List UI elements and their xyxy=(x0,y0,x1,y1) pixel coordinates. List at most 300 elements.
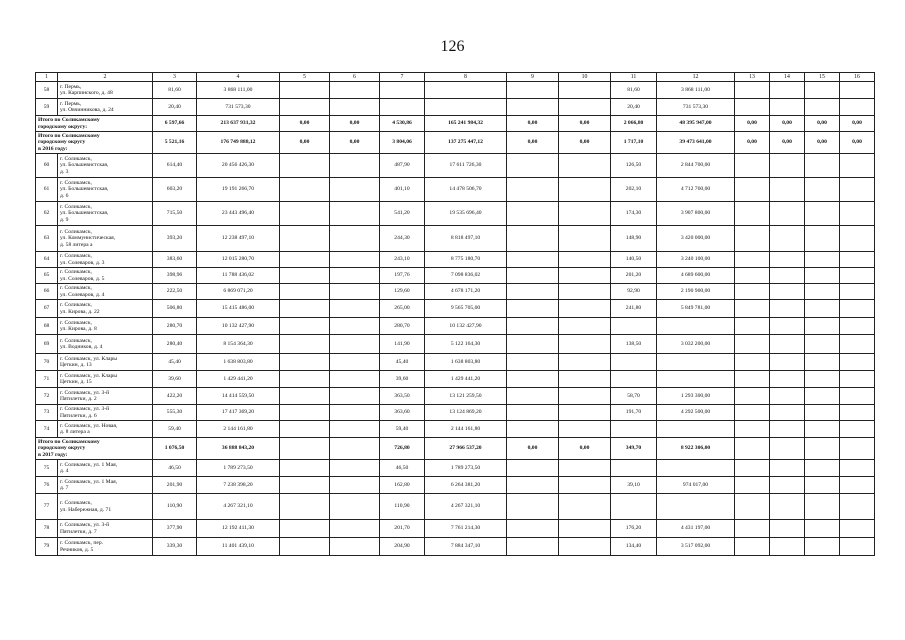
value-cell: 137 275 447,12 xyxy=(425,132,507,154)
value-cell xyxy=(735,354,770,371)
value-cell xyxy=(611,354,657,371)
value-cell: 715,50 xyxy=(153,202,197,226)
value-cell xyxy=(805,284,840,300)
row-number-cell: 78 xyxy=(36,520,58,538)
value-cell xyxy=(805,371,840,388)
value-cell: 162,80 xyxy=(380,477,425,494)
value-cell xyxy=(840,405,875,421)
data-table xyxy=(35,72,875,556)
value-cell: 1 638 803,80 xyxy=(425,354,507,371)
value-cell xyxy=(330,178,380,202)
value-cell: 974 017,00 xyxy=(657,477,735,494)
value-cell xyxy=(770,99,805,116)
table-row xyxy=(36,202,875,226)
value-cell xyxy=(805,421,840,438)
address-cell: г. Соликамск, ул. Солеваров, д. 4 xyxy=(58,284,153,300)
value-cell: 349,70 xyxy=(611,438,657,460)
value-cell xyxy=(330,335,380,354)
table-row xyxy=(36,300,875,318)
value-cell xyxy=(280,477,330,494)
value-cell xyxy=(770,226,805,252)
address-cell: г. Соликамск, ул. 3-й Пятилетки, д. 2 xyxy=(58,388,153,405)
value-cell xyxy=(559,202,611,226)
value-cell xyxy=(330,477,380,494)
value-cell xyxy=(770,405,805,421)
value-cell xyxy=(657,494,735,520)
column-number: 16 xyxy=(840,73,875,82)
value-cell xyxy=(559,354,611,371)
column-number: 3 xyxy=(153,73,197,82)
value-cell xyxy=(805,178,840,202)
table-row xyxy=(36,494,875,520)
value-cell: 45,40 xyxy=(153,354,197,371)
value-cell xyxy=(330,494,380,520)
value-cell: 8 775 180,70 xyxy=(425,252,507,268)
value-cell xyxy=(559,477,611,494)
value-cell: 339,30 xyxy=(153,538,197,556)
value-cell: 0,00 xyxy=(840,116,875,132)
row-number-cell: 71 xyxy=(36,371,58,388)
address-cell: г. Соликамск, ул. Кирова, д. 22 xyxy=(58,300,153,318)
value-cell: 7 238 398,20 xyxy=(197,477,280,494)
value-cell: 4 292 500,00 xyxy=(657,405,735,421)
value-cell xyxy=(735,82,770,99)
value-cell xyxy=(507,405,559,421)
value-cell: 19 191 266,70 xyxy=(197,178,280,202)
value-cell: 129,60 xyxy=(380,284,425,300)
value-cell: 731 573,30 xyxy=(657,99,735,116)
value-cell: 4 530,86 xyxy=(380,116,425,132)
value-cell xyxy=(507,421,559,438)
value-cell xyxy=(805,477,840,494)
value-cell: 20,40 xyxy=(153,99,197,116)
value-cell xyxy=(559,318,611,335)
value-cell xyxy=(770,421,805,438)
value-cell: 280,70 xyxy=(380,318,425,335)
value-cell xyxy=(770,538,805,556)
value-cell xyxy=(559,460,611,477)
value-cell xyxy=(507,154,559,178)
column-number: 14 xyxy=(770,73,805,82)
value-cell xyxy=(559,538,611,556)
value-cell xyxy=(805,99,840,116)
value-cell: 140,50 xyxy=(611,252,657,268)
row-number-cell: 66 xyxy=(36,284,58,300)
row-number-cell: 72 xyxy=(36,388,58,405)
value-cell xyxy=(330,252,380,268)
address-cell: г. Соликамск, ул. Коммунистическая, д. 58 литера а xyxy=(58,226,153,252)
value-cell xyxy=(507,318,559,335)
value-cell xyxy=(330,268,380,284)
value-cell: 110,90 xyxy=(380,494,425,520)
value-cell: 0,00 xyxy=(559,132,611,154)
table-row xyxy=(36,460,875,477)
value-cell xyxy=(770,284,805,300)
row-number-cell: 58 xyxy=(36,82,58,99)
table-row xyxy=(36,335,875,354)
value-cell: 244,30 xyxy=(380,226,425,252)
column-number: 6 xyxy=(330,73,380,82)
value-cell: 3 517 092,00 xyxy=(657,538,735,556)
value-cell: 0,00 xyxy=(280,116,330,132)
value-cell xyxy=(840,252,875,268)
value-cell xyxy=(805,335,840,354)
value-cell xyxy=(840,178,875,202)
value-cell: 202,10 xyxy=(611,178,657,202)
value-cell xyxy=(840,284,875,300)
value-cell: 20 456 426,30 xyxy=(197,154,280,178)
address-cell: г. Соликамск, ул. Большевистская, д. 9 xyxy=(58,202,153,226)
value-cell xyxy=(559,388,611,405)
value-cell xyxy=(840,538,875,556)
column-number: 1 xyxy=(36,73,58,82)
address-cell: г. Соликамск, ул. Солеваров, д. 3 xyxy=(58,252,153,268)
value-cell xyxy=(507,354,559,371)
value-cell xyxy=(805,388,840,405)
address-cell: г. Соликамск, ул. Кирова, д. 8 xyxy=(58,318,153,335)
value-cell: 2 066,80 xyxy=(611,116,657,132)
value-cell: 201,90 xyxy=(153,477,197,494)
value-cell: 0,00 xyxy=(735,116,770,132)
value-cell xyxy=(507,300,559,318)
row-number-cell: 70 xyxy=(36,354,58,371)
value-cell xyxy=(330,520,380,538)
value-cell xyxy=(735,421,770,438)
value-cell: 59,40 xyxy=(380,421,425,438)
value-cell: 398,96 xyxy=(153,268,197,284)
value-cell: 46,50 xyxy=(153,460,197,477)
value-cell: 148,90 xyxy=(611,226,657,252)
value-cell: 17 611 726,30 xyxy=(425,154,507,178)
value-cell: 1 429 441,20 xyxy=(425,371,507,388)
value-cell: 0,00 xyxy=(805,132,840,154)
address-cell: г. Соликамск, ул. Клары Цеткин, д. 13 xyxy=(58,354,153,371)
table-row xyxy=(36,405,875,421)
value-cell xyxy=(735,371,770,388)
value-cell: 1 789 273,50 xyxy=(425,460,507,477)
value-cell xyxy=(840,354,875,371)
value-cell: 4 431 197,00 xyxy=(657,520,735,538)
value-cell: 422,20 xyxy=(153,388,197,405)
value-cell xyxy=(280,318,330,335)
value-cell: 363,60 xyxy=(380,405,425,421)
value-cell: 393,20 xyxy=(153,226,197,252)
value-cell xyxy=(611,318,657,335)
value-cell: 4 712 760,00 xyxy=(657,178,735,202)
value-cell xyxy=(770,460,805,477)
value-cell: 15 415 486,00 xyxy=(197,300,280,318)
value-cell xyxy=(280,284,330,300)
value-cell: 3 240 100,00 xyxy=(657,252,735,268)
value-cell xyxy=(840,154,875,178)
value-cell: 0,00 xyxy=(507,438,559,460)
value-cell: 39,60 xyxy=(380,371,425,388)
value-cell: 14 478 506,70 xyxy=(425,178,507,202)
value-cell: 222,50 xyxy=(153,284,197,300)
value-cell xyxy=(330,405,380,421)
value-cell xyxy=(280,438,330,460)
value-cell xyxy=(330,300,380,318)
value-cell xyxy=(735,154,770,178)
row-number-cell: 69 xyxy=(36,335,58,354)
value-cell xyxy=(805,82,840,99)
value-cell: 6 597,66 xyxy=(153,116,197,132)
row-number-cell: 76 xyxy=(36,477,58,494)
value-cell: 176,20 xyxy=(611,520,657,538)
value-cell xyxy=(770,354,805,371)
value-cell xyxy=(735,202,770,226)
address-cell: г. Соликамск, ул. 1 Мая, д. 4 xyxy=(58,460,153,477)
value-cell xyxy=(840,226,875,252)
value-cell xyxy=(280,388,330,405)
value-cell xyxy=(805,538,840,556)
row-number-cell: 79 xyxy=(36,538,58,556)
value-cell: 731 573,30 xyxy=(197,99,280,116)
value-cell xyxy=(559,494,611,520)
table-row xyxy=(36,388,875,405)
table-row xyxy=(36,268,875,284)
value-cell: 39,10 xyxy=(611,477,657,494)
value-cell: 27 966 537,20 xyxy=(425,438,507,460)
value-cell: 5 849 781,00 xyxy=(657,300,735,318)
total-row xyxy=(36,438,875,460)
total-row xyxy=(36,132,875,154)
value-cell xyxy=(840,318,875,335)
address-cell: г. Соликамск, ул. Новая, д. 8 литера а xyxy=(58,421,153,438)
value-cell xyxy=(840,202,875,226)
value-cell xyxy=(330,388,380,405)
value-cell: 13 121 259,50 xyxy=(425,388,507,405)
value-cell xyxy=(657,354,735,371)
value-cell xyxy=(507,99,559,116)
value-cell xyxy=(735,538,770,556)
value-cell xyxy=(805,405,840,421)
value-cell xyxy=(735,252,770,268)
value-cell xyxy=(840,371,875,388)
value-cell: 0,00 xyxy=(330,116,380,132)
value-cell xyxy=(611,460,657,477)
table-row xyxy=(36,226,875,252)
total-label-cell: Итого по Соликамскому городскому округу: xyxy=(36,116,153,132)
value-cell: 201,20 xyxy=(611,268,657,284)
value-cell xyxy=(559,405,611,421)
value-cell: 0,00 xyxy=(330,132,380,154)
row-number-cell: 67 xyxy=(36,300,58,318)
value-cell: 9 565 705,00 xyxy=(425,300,507,318)
table-row xyxy=(36,538,875,556)
value-cell: 39,60 xyxy=(153,371,197,388)
value-cell xyxy=(507,388,559,405)
row-number-cell: 64 xyxy=(36,252,58,268)
value-cell xyxy=(735,405,770,421)
value-cell xyxy=(280,335,330,354)
value-cell xyxy=(840,82,875,99)
value-cell xyxy=(805,494,840,520)
value-cell: 12 015 280,70 xyxy=(197,252,280,268)
value-cell xyxy=(507,494,559,520)
value-cell xyxy=(770,318,805,335)
value-cell: 20,40 xyxy=(611,99,657,116)
value-cell xyxy=(330,371,380,388)
value-cell xyxy=(280,268,330,284)
value-cell: 10 132 427,90 xyxy=(197,318,280,335)
value-cell: 506,80 xyxy=(153,300,197,318)
value-cell xyxy=(770,154,805,178)
row-number-cell: 73 xyxy=(36,405,58,421)
value-cell xyxy=(735,178,770,202)
value-cell: 5 521,16 xyxy=(153,132,197,154)
value-cell xyxy=(611,494,657,520)
row-number-cell: 74 xyxy=(36,421,58,438)
table-row xyxy=(36,178,875,202)
value-cell xyxy=(657,421,735,438)
value-cell xyxy=(770,388,805,405)
value-cell: 726,80 xyxy=(380,438,425,460)
value-cell: 19 535 696,40 xyxy=(425,202,507,226)
value-cell: 0,00 xyxy=(735,132,770,154)
value-cell xyxy=(735,284,770,300)
value-cell xyxy=(840,268,875,284)
row-number-cell: 75 xyxy=(36,460,58,477)
value-cell: 48 395 947,00 xyxy=(657,116,735,132)
value-cell xyxy=(559,252,611,268)
value-cell xyxy=(735,388,770,405)
value-cell xyxy=(770,371,805,388)
value-cell: 0,00 xyxy=(770,116,805,132)
value-cell xyxy=(507,371,559,388)
value-cell xyxy=(330,421,380,438)
value-cell xyxy=(559,178,611,202)
value-cell xyxy=(840,520,875,538)
value-cell xyxy=(805,460,840,477)
value-cell: 134,40 xyxy=(611,538,657,556)
column-number-row xyxy=(36,73,875,82)
address-cell: г. Соликамск, ул. Большевистская, д. 3 xyxy=(58,154,153,178)
address-cell: г. Соликамск, ул. Набережная, д. 71 xyxy=(58,494,153,520)
value-cell: 1 638 803,80 xyxy=(197,354,280,371)
address-cell: г. Соликамск, ул. Водников, д. 4 xyxy=(58,335,153,354)
value-cell: 265,00 xyxy=(380,300,425,318)
value-cell: 8 154 364,30 xyxy=(197,335,280,354)
column-number: 2 xyxy=(58,73,153,82)
value-cell xyxy=(280,354,330,371)
value-cell: 59,40 xyxy=(153,421,197,438)
value-cell xyxy=(735,99,770,116)
value-cell xyxy=(735,438,770,460)
value-cell: 10 132 427,90 xyxy=(425,318,507,335)
value-cell: 2 144 161,80 xyxy=(197,421,280,438)
value-cell: 280,40 xyxy=(153,335,197,354)
value-cell: 17 417 369,20 xyxy=(197,405,280,421)
value-cell: 1 293 300,00 xyxy=(657,388,735,405)
value-cell: 39 473 641,00 xyxy=(657,132,735,154)
value-cell xyxy=(559,82,611,99)
total-row xyxy=(36,116,875,132)
table-row xyxy=(36,477,875,494)
value-cell xyxy=(280,421,330,438)
value-cell: 7 761 214,30 xyxy=(425,520,507,538)
value-cell: 197,76 xyxy=(380,268,425,284)
address-cell: г. Соликамск, ул. 3-й Пятилетки, д. 7 xyxy=(58,520,153,538)
value-cell xyxy=(770,252,805,268)
table-row xyxy=(36,154,875,178)
value-cell: 0,00 xyxy=(840,132,875,154)
row-number-cell: 60 xyxy=(36,154,58,178)
value-cell: 92,90 xyxy=(611,284,657,300)
value-cell xyxy=(380,99,425,116)
value-cell xyxy=(280,82,330,99)
value-cell xyxy=(280,494,330,520)
value-cell xyxy=(805,226,840,252)
value-cell: 204,90 xyxy=(380,538,425,556)
value-cell: 81,60 xyxy=(153,82,197,99)
value-cell xyxy=(735,335,770,354)
value-cell xyxy=(735,477,770,494)
row-number-cell: 63 xyxy=(36,226,58,252)
address-cell: г. Соликамск, ул. Большевистская, д. 6 xyxy=(58,178,153,202)
value-cell xyxy=(559,421,611,438)
value-cell: 7 884 347,10 xyxy=(425,538,507,556)
column-number: 8 xyxy=(425,73,507,82)
value-cell xyxy=(559,268,611,284)
value-cell: 46,50 xyxy=(380,460,425,477)
table-row xyxy=(36,520,875,538)
value-cell xyxy=(507,82,559,99)
value-cell: 6 869 071,20 xyxy=(197,284,280,300)
value-cell xyxy=(735,520,770,538)
value-cell xyxy=(770,477,805,494)
value-cell: 363,50 xyxy=(380,388,425,405)
value-cell xyxy=(611,371,657,388)
value-cell xyxy=(840,99,875,116)
value-cell: 7 098 836,02 xyxy=(425,268,507,284)
value-cell: 165 241 984,32 xyxy=(425,116,507,132)
value-cell: 1 076,50 xyxy=(153,438,197,460)
value-cell xyxy=(330,284,380,300)
value-cell xyxy=(280,99,330,116)
value-cell: 377,90 xyxy=(153,520,197,538)
value-cell: 0,00 xyxy=(507,132,559,154)
value-cell xyxy=(280,371,330,388)
value-cell: 1 789 273,50 xyxy=(197,460,280,477)
value-cell xyxy=(805,318,840,335)
value-cell xyxy=(280,300,330,318)
value-cell: 241,80 xyxy=(611,300,657,318)
value-cell xyxy=(507,538,559,556)
value-cell: 201,70 xyxy=(380,520,425,538)
value-cell: 0,00 xyxy=(770,132,805,154)
table-row xyxy=(36,318,875,335)
value-cell xyxy=(425,99,507,116)
value-cell: 176 749 888,12 xyxy=(197,132,280,154)
value-cell xyxy=(840,494,875,520)
value-cell xyxy=(507,268,559,284)
value-cell xyxy=(330,202,380,226)
value-cell: 2 190 900,00 xyxy=(657,284,735,300)
value-cell: 1 717,10 xyxy=(611,132,657,154)
value-cell xyxy=(330,226,380,252)
column-number: 4 xyxy=(197,73,280,82)
address-cell: г. Соликамск, ул. 3-й Пятилетки, д. 6 xyxy=(58,405,153,421)
value-cell xyxy=(770,335,805,354)
value-cell xyxy=(507,460,559,477)
value-cell xyxy=(559,300,611,318)
value-cell xyxy=(770,300,805,318)
value-cell: 110,90 xyxy=(153,494,197,520)
value-cell: 213 637 931,32 xyxy=(197,116,280,132)
value-cell: 0,00 xyxy=(559,438,611,460)
value-cell xyxy=(805,268,840,284)
